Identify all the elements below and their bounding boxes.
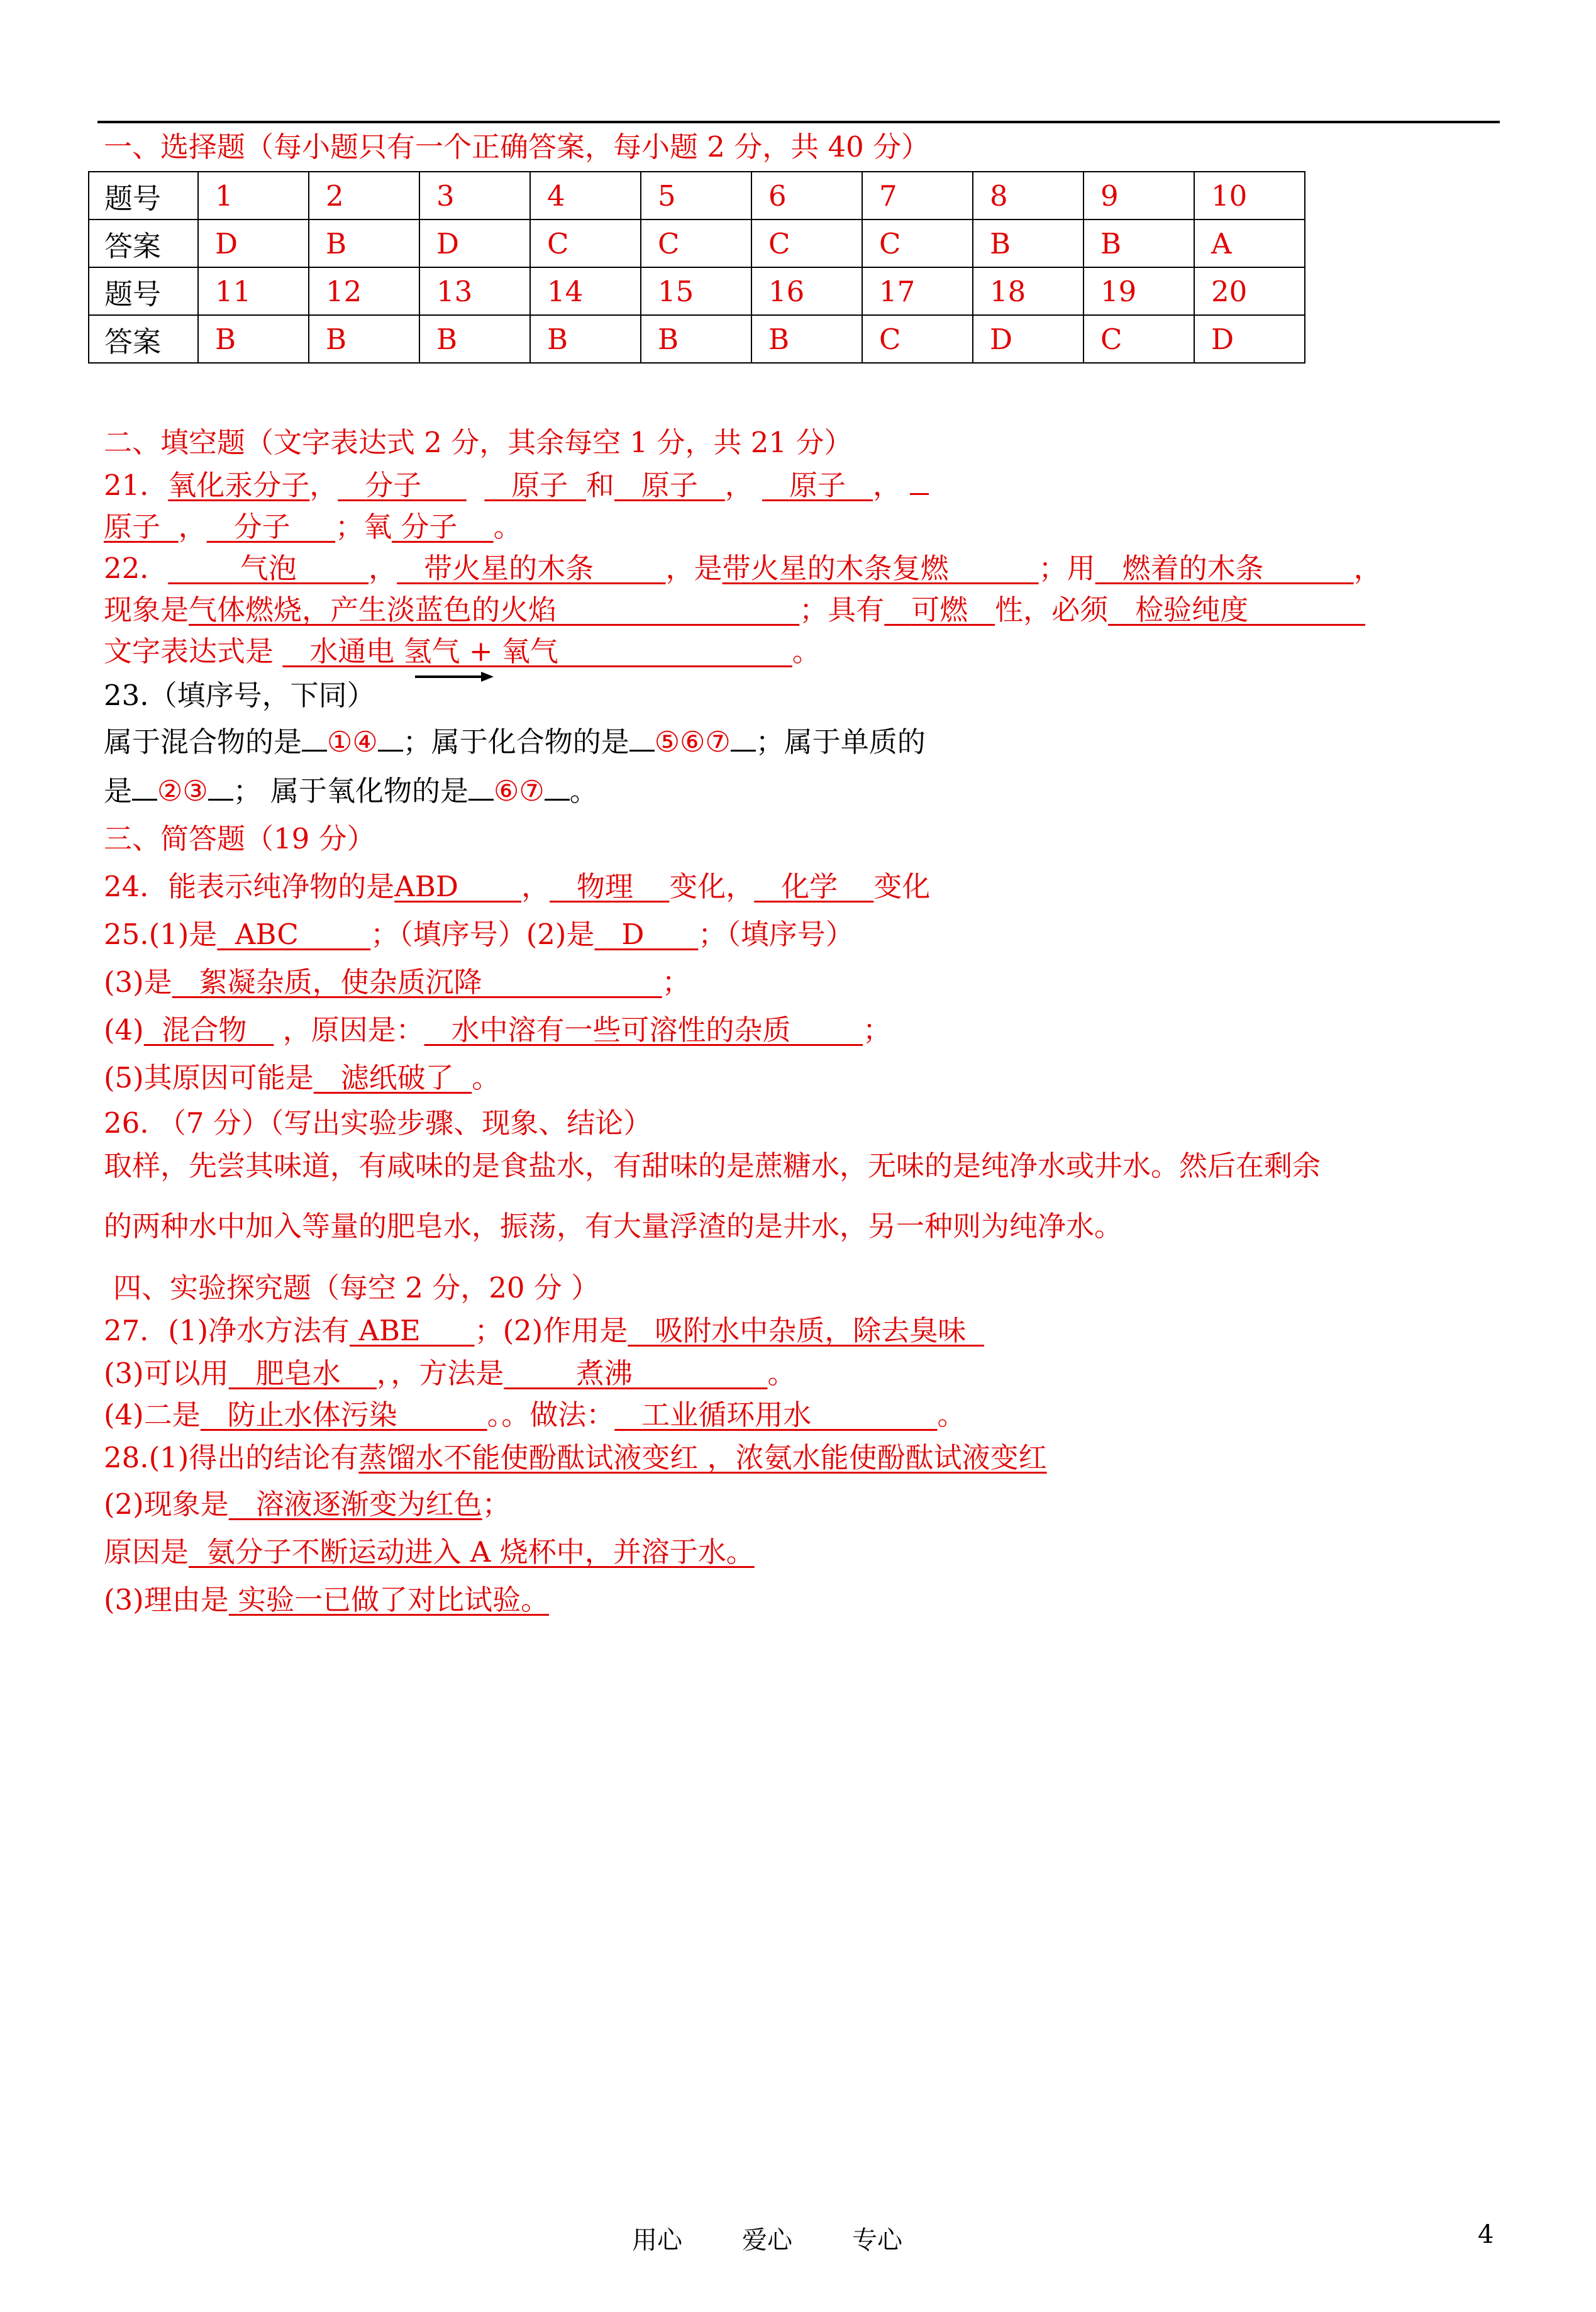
answer-cell: C xyxy=(862,315,973,363)
q21-answer-3: 原子 xyxy=(511,469,568,502)
num-cell: 3 xyxy=(419,172,530,220)
q22-answer-5: 气体燃烧，产生淡蓝色的火焰 xyxy=(189,593,557,626)
q21-answer-6: 原子 xyxy=(104,510,161,543)
num-cell: 17 xyxy=(862,267,973,315)
footer-word-2: 爱心 xyxy=(742,2226,792,2255)
answer-cell: B xyxy=(198,315,309,363)
q27-answer-3: 肥皂水 xyxy=(255,1357,341,1390)
q21-answer-5: 原子 xyxy=(789,469,846,502)
reaction-arrow-icon xyxy=(415,670,494,683)
q25-answer-4: 混合物 xyxy=(162,1013,247,1047)
q23-text-2: ；属于化合物的是 xyxy=(402,725,629,759)
q27-line1 xyxy=(104,1313,984,1348)
answer-cell: D xyxy=(198,220,309,267)
q28-answer-2: 溶液逐渐变为红色 xyxy=(255,1487,482,1521)
q22-text-5: 性，必须 xyxy=(995,593,1109,626)
q28-answer-1: 蒸馏水不能使酚酞试液变红 ，浓氨水能使酚酞试液变红 xyxy=(358,1441,1047,1474)
label-cell: 题号 xyxy=(89,267,198,315)
q21-line2: 原子 ， 分子 ；氧 分子 。 xyxy=(104,510,522,543)
q25-answer-1: ABC xyxy=(235,918,299,951)
num-cell: 15 xyxy=(641,267,751,315)
q23-answer-1: ①④ xyxy=(327,725,378,759)
blank-line xyxy=(208,774,233,801)
num-cell: 2 xyxy=(309,172,419,220)
answer-cell: B xyxy=(419,315,530,363)
q22-text-3: 现象是 xyxy=(104,593,189,626)
label-cell: 答案 xyxy=(89,220,198,267)
q25-line2: (3)是 絮凝杂质，使杂质沉降 ； xyxy=(104,965,690,999)
q22-answer-6: 可燃 xyxy=(911,593,968,626)
blank-line xyxy=(132,774,157,801)
q22-text-6: 文字表达式是 xyxy=(104,635,274,668)
q25-line1 xyxy=(104,917,854,952)
q24-answer-3: 化学 xyxy=(781,870,838,903)
q27-answer-5: 防止水体污染 xyxy=(227,1398,397,1431)
q23-title: 23.（填序号，下同） xyxy=(104,679,375,712)
q22-answer-3: 带火星的木条复燃 xyxy=(722,552,949,585)
q26-answer-line-1: 取样，先尝其味道，有咸味的是食盐水，有甜味的是蔗糖水，无味的是纯净水或井水。然后在剩余 xyxy=(104,1149,1321,1182)
table-row xyxy=(89,220,1305,267)
answer-cell: D xyxy=(419,220,530,267)
num-cell: 8 xyxy=(973,172,1083,220)
q25-text-7: (5)其原因可能是 xyxy=(104,1061,314,1094)
q25-text-1: 25.(1)是 xyxy=(104,918,218,951)
answer-cell: C xyxy=(751,220,862,267)
q22-line1: 22． 气泡 ， 带火星的木条 ，是带火星的木条复燃 ；用 燃着的木条 ， xyxy=(104,552,1382,585)
q27-line3: (4)二是 防止水体污染 。。做法： 工业循环用水 。 xyxy=(104,1398,966,1431)
q21-oxygen: 氧 xyxy=(363,510,392,543)
num-cell: 1 xyxy=(198,172,309,220)
answer-cell: D xyxy=(973,315,1083,363)
q21-answer-2: 分子 xyxy=(365,469,422,502)
q28-line4 xyxy=(104,1582,549,1618)
q27-answer-1: ABE xyxy=(358,1314,421,1347)
q24-text-3: 变化 xyxy=(873,870,931,903)
section4-heading: 四、实验探究题（每空 2 分，20 分 ） xyxy=(113,1271,600,1304)
q22-text-4: ；具有 xyxy=(799,593,885,626)
q25-answer-3: 絮凝杂质，使杂质沉降 xyxy=(199,965,482,999)
q23-answer-4: ⑥⑦ xyxy=(494,774,545,808)
num-cell: 11 xyxy=(198,267,309,315)
q28-line1 xyxy=(104,1440,1047,1476)
q22-line3: 文字表达式是 水通电 氢气 + 氧气 。 xyxy=(104,635,821,668)
q25-text-5: (4) xyxy=(104,1013,144,1047)
table-row xyxy=(89,315,1305,363)
label-cell: 答案 xyxy=(89,315,198,363)
section1-heading: 一、选择题（每小题只有一个正确答案，每小题 2 分，共 40 分） xyxy=(104,130,930,164)
q23-line2: 是 ②③ ； 属于氧化物的是 ⑥⑦ 。 xyxy=(104,774,598,808)
q21-num: 21． xyxy=(104,469,169,502)
q28-text-2: (2)现象是 xyxy=(104,1487,229,1521)
q24-text-2: 变化， xyxy=(669,870,755,903)
answer-cell: B xyxy=(641,315,751,363)
section2-heading: 二、填空题（文字表达式 2 分，其余每空 1 分，共 21 分） xyxy=(104,426,853,459)
table-row xyxy=(89,172,1305,220)
q22-answer-7: 检验纯度 xyxy=(1135,593,1249,626)
label-cell: 题号 xyxy=(89,172,198,220)
page-number: 4 xyxy=(1478,2220,1494,2249)
q25-answer-2: D xyxy=(621,918,645,951)
blank-line xyxy=(910,468,929,495)
q25-text-2: ；（填序号）(2)是 xyxy=(370,918,595,951)
q27-text-5: (4)二是 xyxy=(104,1398,201,1431)
q22-text-1: ，是 xyxy=(665,552,723,585)
num-cell: 13 xyxy=(419,267,530,315)
q22-answer-4: 燃着的木条 xyxy=(1122,552,1264,585)
q27-answer-4: 煮沸 xyxy=(575,1357,633,1390)
q28-answer-3: 氨分子不断运动进入 A 烧杯中，并溶于水。 xyxy=(206,1535,755,1569)
q21-and: 和 xyxy=(585,469,614,502)
blank-line xyxy=(545,774,570,801)
answer-cell: C xyxy=(1083,315,1194,363)
num-cell: 5 xyxy=(641,172,751,220)
q28-line2: (2)现象是 溶液逐渐变为红色； xyxy=(104,1487,511,1521)
q25-line4: (5)其原因可能是 滤纸破了 。 xyxy=(104,1061,501,1094)
q27-answer-2: 吸附水中杂质，除去臭味 xyxy=(655,1314,967,1347)
q21-answer-7: 分子 xyxy=(233,510,291,543)
q26-answer-line-2: 的两种水中加入等量的肥皂水，振荡，有大量浮渣的是井水，另一种则为纯净水。 xyxy=(104,1209,1123,1243)
q25-line3: (4) 混合物 ，原因是： 水中溶有一些可溶性的杂质 ； xyxy=(104,1013,892,1047)
q24-line: 24．能表示纯净物的是ABD ， 物理 变化， 化学 变化 xyxy=(104,870,931,903)
q24-answer-1: ABD xyxy=(394,870,458,903)
q23-text-5: ； 属于氧化物的是 xyxy=(233,774,469,808)
q22-answer-1: 气泡 xyxy=(240,552,297,585)
answer-cell: B xyxy=(751,315,862,363)
q21-answer-4: 原子 xyxy=(641,469,698,502)
blank-line xyxy=(302,725,327,752)
num-cell: 12 xyxy=(309,267,419,315)
blank-line xyxy=(468,774,494,801)
q28-line3 xyxy=(104,1535,755,1570)
num-cell: 10 xyxy=(1194,172,1305,220)
footer-word-1: 用心 xyxy=(632,2226,682,2255)
q24-text-1: 24．能表示纯净物的是 xyxy=(104,870,395,903)
answer-cell: B xyxy=(1083,220,1194,267)
blank-line xyxy=(731,725,756,752)
num-cell: 7 xyxy=(862,172,973,220)
q28-text-3: 原因是 xyxy=(104,1535,189,1569)
answer-cell: B xyxy=(530,315,641,363)
q21-line1: 21．氧化汞分子， 分子 原子 和 原子 ， 原子 ， xyxy=(104,468,929,503)
q27-text-4: ，方法是 xyxy=(391,1357,504,1390)
q25-answer-5: 水中溶有一些可溶性的杂质 xyxy=(451,1013,791,1047)
q23-text-1: 属于混合物的是 xyxy=(104,725,302,759)
num-cell: 20 xyxy=(1194,267,1305,315)
answer-table xyxy=(88,171,1305,364)
answer-cell: D xyxy=(1194,315,1305,363)
q23-text-3: ；属于单质的 xyxy=(755,725,926,759)
q25-text-6: ，原因是： xyxy=(282,1013,424,1047)
answer-cell: B xyxy=(309,315,419,363)
q23-line1 xyxy=(104,725,926,760)
q25-text-3: ；（填序号） xyxy=(698,918,854,951)
q22-line2 xyxy=(104,592,1365,628)
q27-answer-6: 工业循环用水 xyxy=(641,1398,812,1431)
q27-text-2: ；(2)作用是 xyxy=(474,1314,628,1347)
q27-text-3: (3)可以用 xyxy=(104,1357,229,1390)
answer-cell: A xyxy=(1194,220,1305,267)
num-cell: 9 xyxy=(1083,172,1194,220)
q23-text-4: 是 xyxy=(104,774,133,808)
num-cell: 4 xyxy=(530,172,641,220)
header-rule xyxy=(97,121,1500,123)
q27-line2: (3)可以用 肥皂水 ，，方法是 煮沸 。 xyxy=(104,1357,796,1390)
answer-cell: C xyxy=(862,220,973,267)
answer-cell: C xyxy=(530,220,641,267)
q22-text-2: ；用 xyxy=(1038,552,1095,585)
num-cell: 6 xyxy=(751,172,862,220)
section3-heading: 三、简答题（19 分） xyxy=(104,822,375,855)
q22-answer-2: 带火星的木条 xyxy=(424,552,594,585)
q25-text-4: (3)是 xyxy=(104,965,172,999)
answer-cell: B xyxy=(309,220,419,267)
blank-line xyxy=(629,725,655,752)
q28-answer-4: 实验一已做了对比试验。 xyxy=(238,1583,550,1616)
q22-num: 22． xyxy=(104,552,169,585)
q21-answer-8: 分子 xyxy=(401,510,458,543)
q24-answer-2: 物理 xyxy=(577,870,634,903)
blank-line xyxy=(378,725,403,752)
num-cell: 14 xyxy=(530,267,641,315)
q23-answer-3: ②③ xyxy=(157,774,208,808)
q28-text-1: 28.(1)得出的结论有 xyxy=(104,1441,359,1474)
q27-text-1: 27．(1)净水方法有 xyxy=(104,1314,350,1347)
footer-word-3: 专心 xyxy=(852,2226,902,2255)
q23-answer-2: ⑤⑥⑦ xyxy=(654,725,731,759)
num-cell: 19 xyxy=(1083,267,1194,315)
q27-text-6: 。做法： xyxy=(501,1398,615,1431)
num-cell: 16 xyxy=(751,267,862,315)
q25-answer-6: 滤纸破了 xyxy=(340,1061,454,1094)
table-row xyxy=(89,267,1305,315)
q28-text-4: (3)理由是 xyxy=(104,1583,229,1616)
answer-cell: C xyxy=(641,220,751,267)
q22-answer-8: 水通电 氢气 + 氧气 xyxy=(309,635,558,668)
q26-title: 26. （7 分）（写出实验步骤、现象、结论） xyxy=(104,1106,652,1140)
num-cell: 18 xyxy=(973,267,1083,315)
answer-cell: B xyxy=(973,220,1083,267)
q21-answer-1: 氧化汞分子 xyxy=(168,469,310,502)
